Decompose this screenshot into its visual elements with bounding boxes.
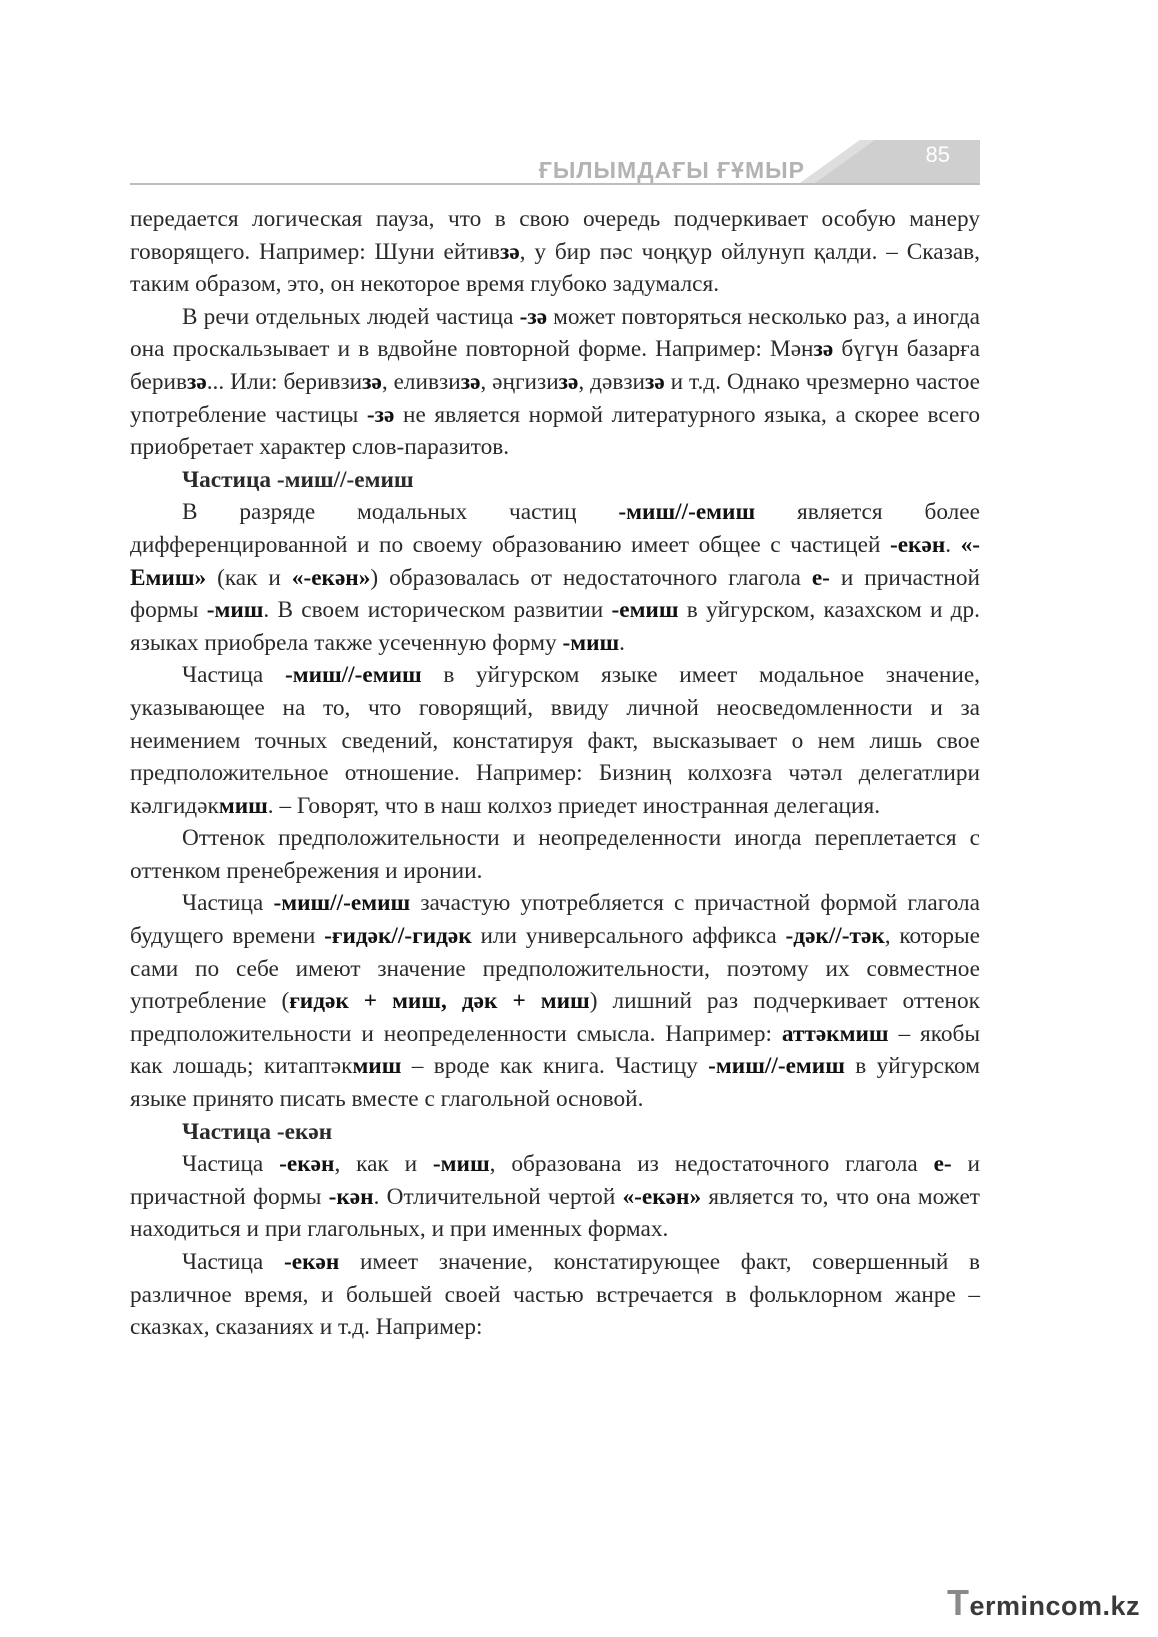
paragraph	[130, 659, 980, 822]
bold-term: -екән	[283, 1249, 340, 1275]
bold-term: зә	[813, 336, 834, 363]
header-rule	[130, 183, 980, 185]
bold-term: зә	[645, 368, 665, 395]
text-run: имеет значение, констатирующее факт, совершенный в различное время, и большей своей частью встречается в фольклорном жанре – сказках, сказаниях и т.д. Например:	[130, 1249, 980, 1341]
watermark-text: ermincom.kz	[969, 1591, 1141, 1621]
bold-term: -миш//-емиш	[273, 890, 411, 917]
paragraph	[130, 1246, 980, 1344]
text-run: Оттенок предположительности и неопределенности иногда переплетается с оттенком пренебрежения и иронии.	[130, 825, 980, 884]
header-tab-shape	[800, 140, 980, 183]
bold-term: -ғидәк//-гидәк	[324, 923, 472, 950]
bold-term: -миш	[432, 1151, 490, 1178]
bold-term: -екән	[279, 1151, 335, 1178]
bold-term: -кән	[328, 1183, 374, 1210]
text-run: зачастую употребляется с причастной формой глагола будущего времени	[130, 890, 980, 950]
text-run: и т.д. Однако чрезмерно частое употребление частицы	[130, 368, 980, 428]
text-run: (как и	[206, 564, 292, 591]
running-title: ҒЫЛЫМДАҒЫ ҒҰМЫР	[538, 157, 805, 183]
bold-term: -емиш	[611, 597, 679, 624]
bold-term: миш	[352, 1053, 402, 1080]
text-run: ) лишний раз подчеркивает оттенок предположительности и неопределенности смысла. Например:	[130, 988, 980, 1047]
text-run: в уйгурском языке имеет модальное значение, указывающее на то, что говорящий, ввиду личной неосведомленности и за неимением точных сведений, констатируя факт, высказывает о нем лишь свое предположительное отношение. Например: Бизниң колхозға чәтәл делегатлири кәлгидәк	[130, 662, 981, 819]
text-run: В разряде модальных частиц	[182, 499, 619, 526]
text-run: Частица	[182, 1249, 284, 1275]
text-run: , образована из недостаточного глагола	[489, 1151, 934, 1178]
bold-term: миш	[218, 792, 268, 819]
text-run: или универсального аффикса	[471, 923, 786, 950]
text-run: В речи отдельных людей частица	[182, 303, 520, 330]
bold-term: зә	[558, 368, 579, 395]
text-run: не является нормой литературного языка, а скорее всего приобретает характер слов-паразитов.	[130, 401, 980, 461]
bold-term: ғидәк + миш, дәк + миш	[289, 988, 590, 1015]
text-run: в уйгурском, казахском и др. языках приобрела также усеченную форму	[130, 597, 980, 656]
bold-term: -дәк//-тәк	[785, 923, 885, 950]
body-text	[130, 203, 980, 1344]
paragraph	[130, 887, 980, 1115]
text-run: Частица -екән	[182, 1118, 333, 1145]
bold-term: «-Емиш»	[130, 531, 981, 591]
text-run: , дәвзи	[578, 368, 645, 395]
bold-term: -миш//-емиш	[618, 499, 756, 526]
text-run: бүгүн базарға берив	[130, 336, 980, 395]
bold-term: зә	[499, 238, 520, 265]
bold-term: аттәкмиш	[781, 1020, 889, 1047]
text-run: Частица -миш//-емиш	[182, 466, 414, 493]
page-number: 85	[925, 142, 950, 167]
bold-term: -миш	[206, 597, 264, 624]
bold-term: «-екән»	[291, 564, 371, 591]
paragraph	[130, 203, 980, 301]
section-heading	[130, 1116, 980, 1149]
text-run: – якобы как лошадь; китаптәк	[130, 1020, 980, 1080]
page-header	[130, 140, 980, 186]
text-run: , еливзи	[381, 368, 461, 395]
text-run: Частица	[182, 1151, 280, 1178]
text-run: .	[619, 629, 625, 656]
text-run: ... Или: беривзи	[206, 368, 363, 395]
text-run: , как и	[334, 1151, 433, 1178]
text-run: . В своем историческом развитии	[263, 597, 612, 624]
bold-term: е-	[933, 1151, 952, 1178]
text-run: Частица	[182, 890, 274, 917]
text-run: . Отличительной чертой	[373, 1183, 623, 1210]
text-run: передается логическая пауза, что в свою очередь подчеркивает особую манеру говорящего. Например: Шуни ейтив	[130, 206, 980, 265]
text-run: Частица	[182, 662, 285, 689]
paragraph	[130, 301, 980, 464]
bold-term: зә	[187, 368, 207, 395]
text-run: в уйгурском языке принято писать вместе с глагольной основой.	[130, 1053, 980, 1113]
text-run: и причастной формы	[130, 564, 980, 624]
text-run: , которые сами по себе имеют значение предположительности, поэтому их совместное употребление (	[130, 923, 980, 1015]
bold-term: «-екән»	[622, 1183, 702, 1210]
paragraph	[130, 822, 980, 887]
text-run: , у бир пәс чоңқур ойлунуп қалди. – Сказав, таким образом, это, он некоторое время глубоко задумался.	[130, 238, 980, 298]
bold-term: -зә	[366, 401, 395, 428]
text-run: является то, что она может находиться и при глагольных, и при именных формах.	[130, 1183, 980, 1243]
text-run: – вроде как книга. Частицу	[401, 1053, 709, 1080]
text-run: и причастной формы	[130, 1151, 981, 1210]
text-run: , әңгизи	[480, 368, 559, 395]
text-run: может повторяться несколько раз, а иногда она проскальзывает и в вдвойне повторной форме. Например: Мән	[130, 303, 980, 363]
bold-term: -зә	[519, 303, 548, 330]
bold-term: -миш//-емиш	[708, 1053, 845, 1080]
bold-term: зә	[362, 368, 382, 395]
bold-term: -екән	[889, 531, 946, 558]
text-run: . – Говорят, что в наш колхоз приедет иностранная делегация.	[267, 792, 881, 819]
text-run: ) образовалась от недостаточного глагола	[370, 564, 812, 591]
paragraph	[130, 496, 980, 659]
section-heading	[130, 464, 980, 497]
bold-term: е-	[811, 564, 830, 591]
watermark-prefix: T	[947, 1582, 970, 1623]
bold-term: -миш	[562, 629, 620, 656]
text-run: .	[945, 531, 961, 558]
watermark-logo	[947, 1582, 1140, 1624]
paragraph	[130, 1148, 980, 1246]
text-run: является более дифференцированной и по своему образованию имеет общее с частицей	[130, 499, 980, 558]
bold-term: -миш//-емиш	[284, 662, 422, 689]
bold-term: зә	[460, 368, 481, 395]
